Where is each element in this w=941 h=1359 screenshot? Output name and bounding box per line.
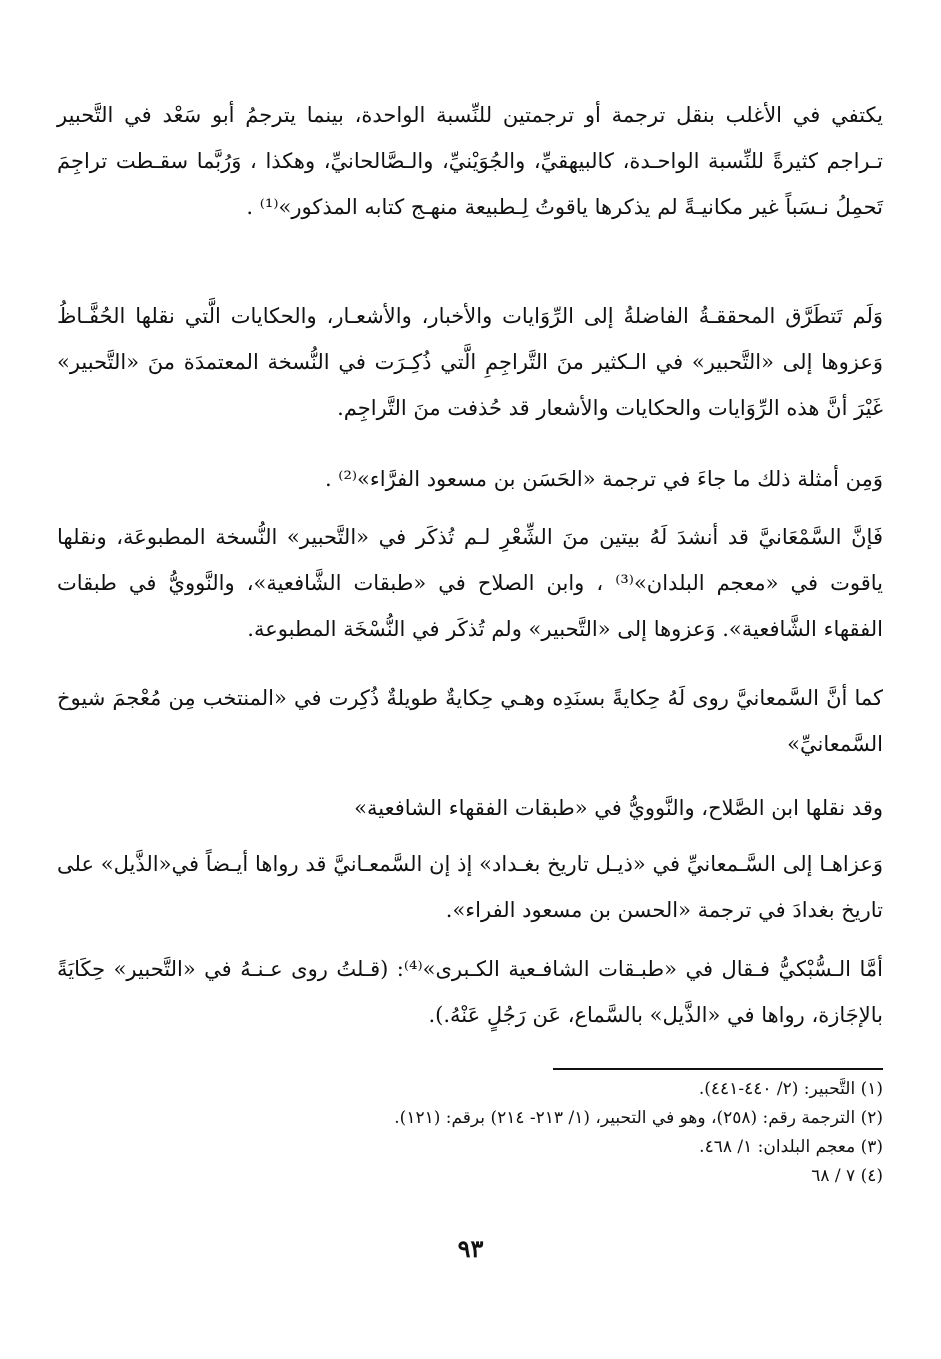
page-number: ٩٣ (457, 1234, 484, 1263)
footnote-item: (٤) ٧ / ٦٨ (811, 1166, 883, 1186)
footnote-item: (٣) معجم البلدان: ١/ ٤٦٨. (699, 1137, 883, 1157)
paragraph-text: وَلَم تَتطَرَّق المحققـةُ الفاضلةُ إلى الرِّوَايات والأخبار، والأشعـار، والحكايات الَّتي نقلها الحُفَّـاظُ وَعزوها إلى «التَّحبير» في الـكثير منَ التَّراجِمِ الَّتي ذُكِـرَت في النُّسخة المعتمدَة منَ «التَّحبير» غَيْرَ أنَّ هذه الرِّوَايات والحكايات والأشعار قد حُذفت منَ التَّراجِم. (57, 304, 883, 420)
body-paragraph (57, 785, 883, 831)
body-paragraph (57, 675, 883, 767)
footnotes (57, 1075, 883, 1191)
paragraph-text: وَمِن أمثلة ذلك ما جاءَ في ترجمة «الحَسَن بن مسعود الفرَّاء»⁽²⁾ . (324, 467, 883, 491)
body-paragraph (57, 946, 883, 1038)
body-paragraph (57, 841, 883, 933)
paragraph-text: أمَّا الـسُّبْكيُّ فـقال في «طبـقات الشافـعية الكـبرى»⁽⁴⁾: (قـلتُ روى عـنـهُ في «التَّحبير» حِكَايَةً بالإجَازة، رواها في «الذَّيل» بالسَّماع، عَن رَجُلٍ عَنْهُ.). (57, 957, 883, 1027)
footnote-divider (553, 1068, 883, 1070)
paragraph-text: كما أنَّ السَّمعانيَّ روى لَهُ حِكايةً بسنَدِه وهـي حِكايةٌ طويلةٌ ذُكِرت في «المنتخب مِن مُعْجمَ شيوخ السَّمعانيِّ» (57, 686, 883, 756)
body-paragraph (57, 293, 883, 431)
footnote-item: (٢) الترجمة رقم: (٢٥٨)، وهو في التحبير، (١/ ٢١٣- ٢١٤) برقم: (١٢١). (394, 1108, 883, 1128)
paragraph-text: فَإنَّ السَّمْعَانيَّ قد أنشدَ لَهُ بيتين منَ الشِّعْرِ لـم تُذكَر في «التَّحبير» النُّسخة المطبوعَة، ونقلها ياقوت في «معجم البلدان»⁽³⁾ ، وابن الصلاح في «طبقات الشَّافعية»، والنَّوويُّ في طبقات الفقهاء الشَّافعية». وَعزوها إلى «التَّحبير» ولم تُذكَر في النُّسْخَة المطبوعة. (57, 525, 883, 641)
body-paragraph (57, 456, 883, 502)
body-paragraph (57, 92, 883, 230)
body-paragraph (57, 514, 883, 652)
footnote-item: (١) التَّحبير: (٢/ ٤٤٠-٤٤١). (698, 1079, 883, 1099)
paragraph-text: وقد نقلها ابن الصَّلاح، والنَّوويُّ في «طبقات الفقهاء الشافعية» (354, 796, 883, 820)
paragraph-text: وَعزاهـا إلى السَّـمعانيِّ في «ذيـل تاريخ بغـداد» إذ إن السَّمعـانيَّ قد رواها أيـضاً في«الذَّيل» على تاريخ بغدادَ في ترجمة «الحسن بن مسعود الفراء». (57, 852, 883, 922)
paragraph-text: يكتفي في الأغلب بنقل ترجمة أو ترجمتين للنِّسبة الواحدة، بينما يترجمُ أبو سَعْد في التَّحبير تـراجم كثيرةً للنِّسبة الواحـدة، كالبيهقيِّ، والجُوَيْنيِّ، والـصَّالحانيِّ، وهكذا ، وَرُبَّما سقـطت تراجِمَ تَحمِلُ نـسَباً غير مكانيـةً لم يذكرها ياقوتُ لِـطبيعة منهـج كتابه المذكور»⁽¹⁾ . (57, 103, 883, 219)
